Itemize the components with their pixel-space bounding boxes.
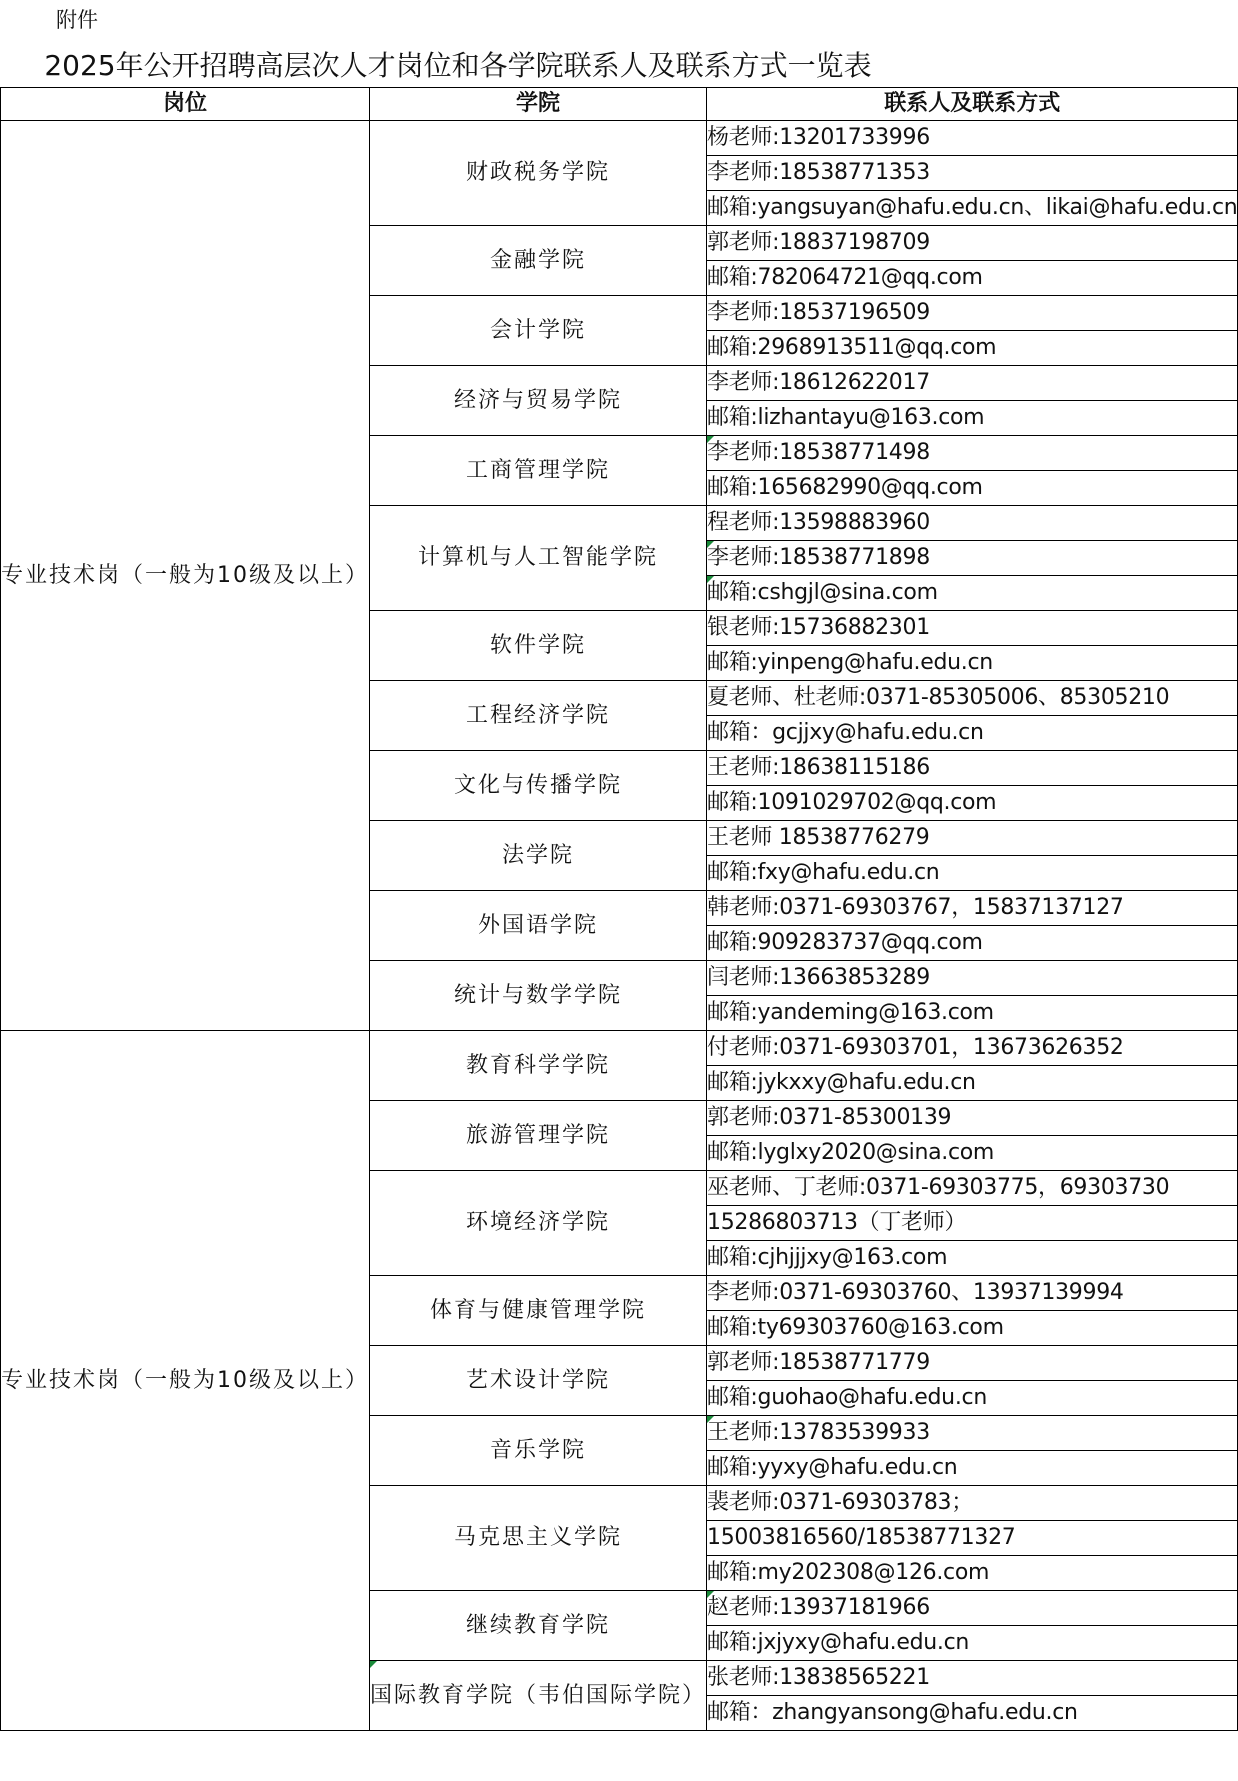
contact-cell: 邮箱:782064721@qq.com [707,261,1238,296]
post-cell: 专业技术岗（一般为10级及以上） [1,1031,370,1731]
contact-cell: 邮箱:lizhantayu@163.com [707,401,1238,436]
contact-cell: 李老师:18538771353 [707,156,1238,191]
contact-cell: 邮箱:guohao@hafu.edu.cn [707,1381,1238,1416]
contact-cell: 王老师 18538776279 [707,821,1238,856]
contact-cell: 邮箱:yangsuyan@hafu.edu.cn、likai@hafu.edu.cn [707,191,1238,226]
contact-cell: 赵老师:13937181966 [707,1591,1238,1626]
college-cell: 音乐学院 [370,1416,707,1486]
contact-cell: 韩老师:0371-69303767，15837137127 [707,891,1238,926]
contact-cell: 王老师:18638115186 [707,751,1238,786]
contact-cell: 付老师:0371-69303701，13673626352 [707,1031,1238,1066]
table-row [1,121,1238,156]
contact-cell: 银老师:15736882301 [707,611,1238,646]
header-contact: 联系人及联系方式 [707,88,1238,121]
contact-cell: 郭老师:18837198709 [707,226,1238,261]
contact-cell: 邮箱:cshgjl@sina.com [707,576,1238,611]
contact-cell: 王老师:13783539933 [707,1416,1238,1451]
college-cell: 旅游管理学院 [370,1101,707,1171]
post-cell: 专业技术岗（一般为10级及以上） [1,121,370,1031]
college-cell: 工程经济学院 [370,681,707,751]
college-cell: 计算机与人工智能学院 [370,506,707,611]
college-cell: 经济与贸易学院 [370,366,707,436]
contact-cell: 邮箱:yinpeng@hafu.edu.cn [707,646,1238,681]
contact-cell: 邮箱:ty69303760@163.com [707,1311,1238,1346]
contact-cell: 邮箱:lyglxy2020@sina.com [707,1136,1238,1171]
header-college: 学院 [370,88,707,121]
college-cell: 体育与健康管理学院 [370,1276,707,1346]
contact-cell: 邮箱:my202308@126.com [707,1556,1238,1591]
college-cell: 继续教育学院 [370,1591,707,1661]
college-cell: 教育科学学院 [370,1031,707,1101]
college-cell: 工商管理学院 [370,436,707,506]
contact-cell: 邮箱:jxjyxy@hafu.edu.cn [707,1626,1238,1661]
header-post: 岗位 [1,88,370,121]
contact-cell: 李老师:18537196509 [707,296,1238,331]
college-cell: 文化与传播学院 [370,751,707,821]
college-cell: 马克思主义学院 [370,1486,707,1591]
contact-cell: 巫老师、丁老师:0371-69303775，69303730 [707,1171,1238,1206]
table-header-row [1,88,1238,121]
college-cell: 艺术设计学院 [370,1346,707,1416]
contact-cell: 邮箱：gcjjxy@hafu.edu.cn [707,716,1238,751]
college-cell: 金融学院 [370,226,707,296]
contact-cell: 邮箱:yyxy@hafu.edu.cn [707,1451,1238,1486]
college-cell: 外国语学院 [370,891,707,961]
contact-cell: 邮箱：zhangyansong@hafu.edu.cn [707,1696,1238,1731]
contact-cell: 邮箱:cjhjjjxy@163.com [707,1241,1238,1276]
college-cell: 会计学院 [370,296,707,366]
contact-table [0,87,1238,1731]
contact-cell: 李老师:0371-69303760、13937139994 [707,1276,1238,1311]
contact-cell: 邮箱:909283737@qq.com [707,926,1238,961]
contact-cell: 15003816560/18538771327 [707,1521,1238,1556]
contact-cell: 裴老师:0371-69303783； [707,1486,1238,1521]
contact-cell: 邮箱:2968913511@qq.com [707,331,1238,366]
college-cell: 软件学院 [370,611,707,681]
contact-cell: 夏老师、杜老师:0371-85305006、85305210 [707,681,1238,716]
page-title: 2025年公开招聘高层次人才岗位和各学院联系人及联系方式一览表 [44,49,872,82]
contact-cell: 邮箱:fxy@hafu.edu.cn [707,856,1238,891]
contact-cell: 邮箱:jykxxy@hafu.edu.cn [707,1066,1238,1101]
contact-cell: 邮箱:yandeming@163.com [707,996,1238,1031]
attachment-label: 附件 [56,8,98,32]
contact-cell: 郭老师:0371-85300139 [707,1101,1238,1136]
contact-cell: 郭老师:18538771779 [707,1346,1238,1381]
contact-cell: 杨老师:13201733996 [707,121,1238,156]
table-body [1,121,1238,1731]
contact-cell: 李老师:18538771498 [707,436,1238,471]
contact-cell: 闫老师:13663853289 [707,961,1238,996]
contact-cell: 张老师:13838565221 [707,1661,1238,1696]
college-cell: 国际教育学院（韦伯国际学院） [370,1661,707,1731]
college-cell: 财政税务学院 [370,121,707,226]
contact-cell: 邮箱:1091029702@qq.com [707,786,1238,821]
contact-cell: 15286803713（丁老师） [707,1206,1238,1241]
college-cell: 法学院 [370,821,707,891]
table-row [1,1031,1238,1066]
college-cell: 环境经济学院 [370,1171,707,1276]
contact-cell: 李老师:18538771898 [707,541,1238,576]
contact-cell: 李老师:18612622017 [707,366,1238,401]
college-cell: 统计与数学学院 [370,961,707,1031]
contact-cell: 程老师:13598883960 [707,506,1238,541]
contact-cell: 邮箱:165682990@qq.com [707,471,1238,506]
